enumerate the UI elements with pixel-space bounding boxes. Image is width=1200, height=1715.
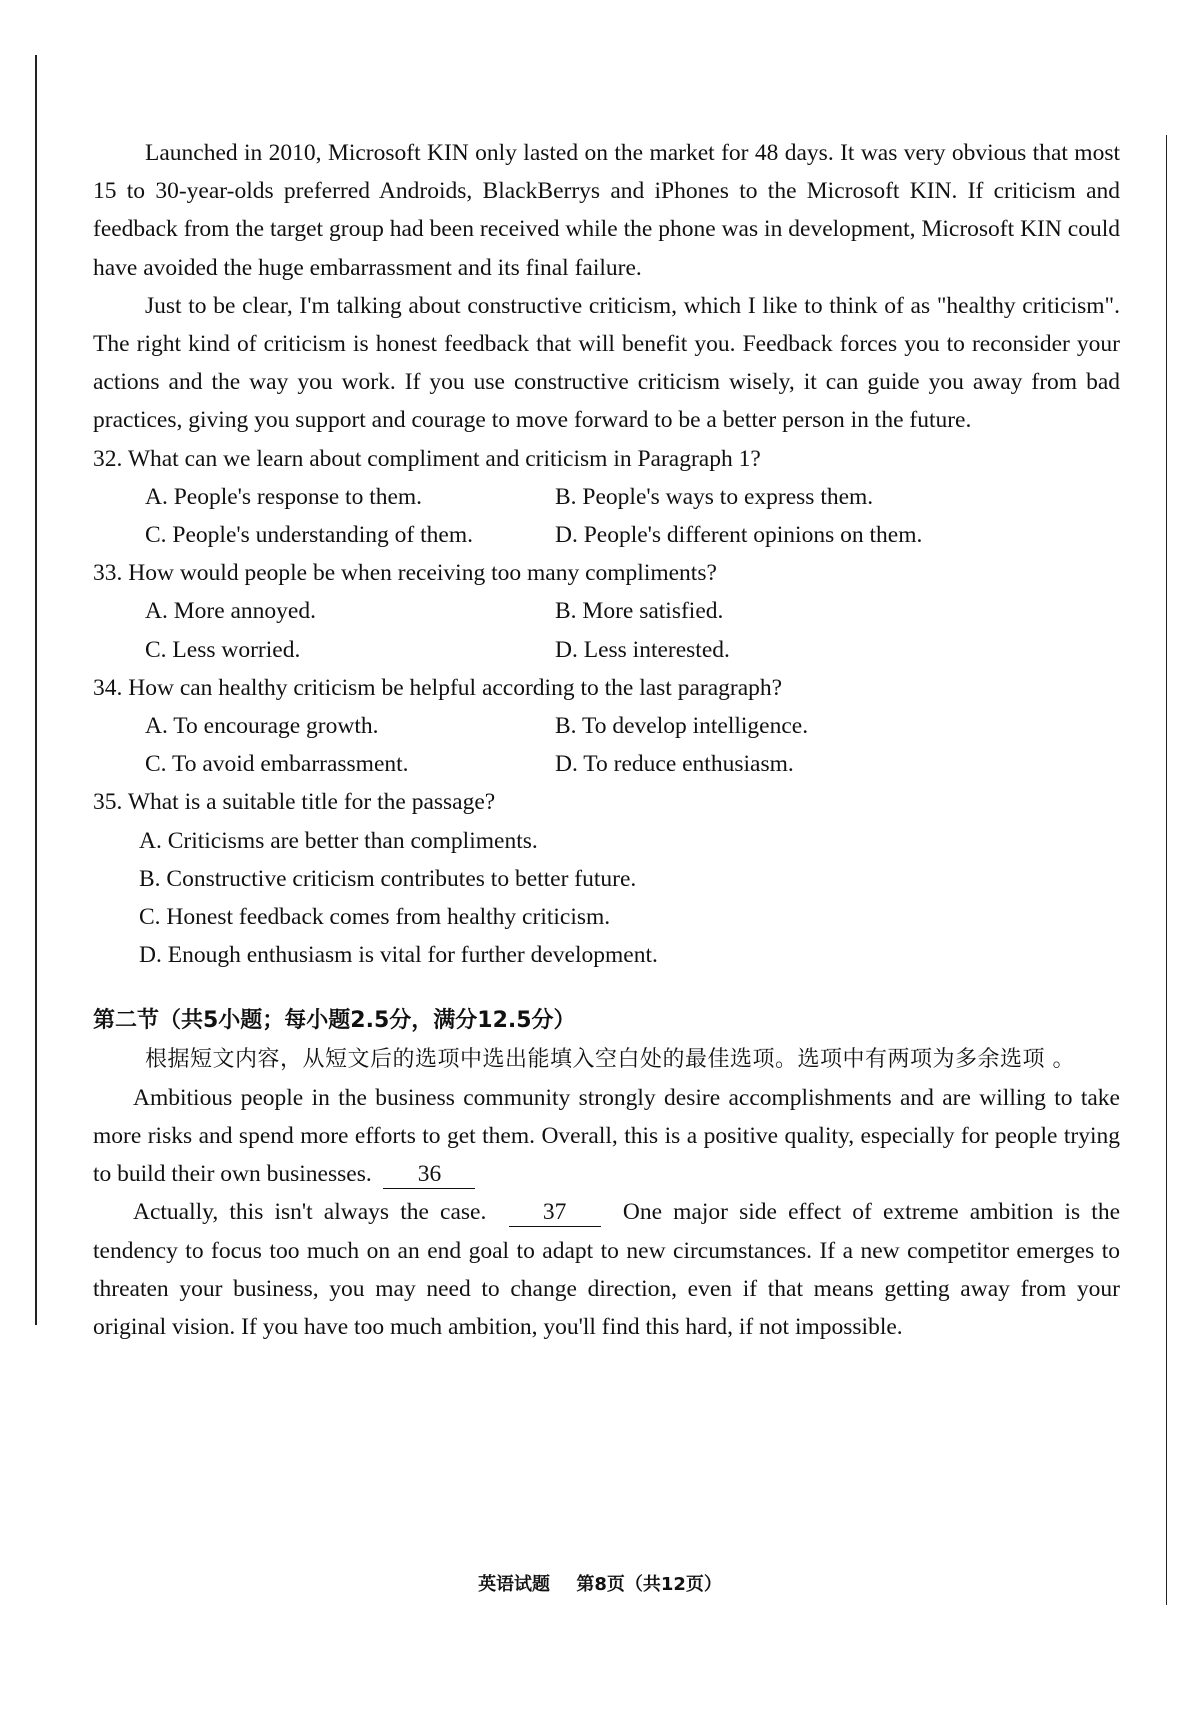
blank-36[interactable]: 36: [383, 1160, 475, 1189]
question-stem: 34. How can healthy criticism be helpful according to the last paragraph?: [93, 674, 783, 701]
option-a[interactable]: A. To encourage growth.: [145, 713, 379, 740]
section-heading: 第二节（共5小题；每小题2.5分，满分12.5分）: [93, 1008, 576, 1034]
option-b[interactable]: B. To develop intelligence.: [555, 713, 809, 740]
cloze-text: Actually, this isn't always the case.: [133, 1199, 487, 1226]
option-a[interactable]: A. More annoyed.: [145, 598, 316, 625]
question-stem: 32. What can we learn about compliment and criticism in Paragraph 1?: [93, 445, 761, 472]
question-stem: 35. What is a suitable title for the passage?: [93, 789, 496, 816]
options-row: [93, 631, 1120, 669]
option-c[interactable]: C. People's understanding of them.: [145, 522, 473, 549]
left-margin-line: [35, 55, 37, 1325]
options-row: [93, 707, 1120, 745]
option-a[interactable]: A. People's response to them.: [145, 483, 423, 510]
blank-37[interactable]: 37: [509, 1198, 601, 1227]
question-stem: 33. How would people be when receiving too many compliments?: [93, 560, 717, 587]
question-35: [93, 783, 1120, 974]
option-c[interactable]: C. Honest feedback comes from healthy criticism.: [139, 904, 611, 931]
footer-page-number: 第8页（共12页）: [576, 1574, 722, 1595]
page-footer: [0, 1570, 1200, 1596]
cloze-text: Ambitious people in the business community strongly desire accomplishments and are willing to take more risks and spend more efforts to get them. Overall, this is a positive quality, especially for people trying to build their own businesses.: [93, 1084, 1120, 1188]
page-content: [93, 134, 1120, 1346]
options-row: [93, 516, 1120, 554]
footer-subject: 英语试题: [478, 1574, 551, 1595]
question-33: [93, 554, 1120, 669]
cloze-paragraph-1: [93, 1079, 1120, 1194]
option-c[interactable]: C. Less worried.: [145, 636, 301, 663]
option-d[interactable]: D. People's different opinions on them.: [555, 522, 923, 549]
option-b[interactable]: B. People's ways to express them.: [555, 483, 874, 510]
option-b[interactable]: B. More satisfied.: [555, 598, 724, 625]
options-row: [93, 592, 1120, 630]
right-margin-line: [1166, 135, 1167, 1605]
passage-paragraph-healthy-criticism: Just to be clear, I'm talking about constructive criticism, which I like to think of as "healthy criticism". The right kind of criticism is honest feedback that will benefit you. Feedback forces you to reconsider your actions and the way you work. If you use constructive criticism wisely, it can guide you away from bad practices, giving you support and courage to move forward to be a better person in the future.: [93, 292, 1120, 434]
question-32: [93, 440, 1120, 555]
option-d[interactable]: D. Enough enthusiasm is vital for further development.: [139, 942, 658, 969]
option-b[interactable]: B. Constructive criticism contributes to better future.: [139, 865, 637, 892]
options-row: [93, 745, 1120, 783]
options-row: [93, 478, 1120, 516]
passage-paragraph-kin: Launched in 2010, Microsoft KIN only lasted on the market for 48 days. It was very obvious that most 15 to 30-year-olds preferred Androids, BlackBerrys and iPhones to the Microsoft KIN. If criticism and feedback from the target group had been received while the phone was in development, Microsoft KIN could have avoided the huge embarrassment and its final failure.: [93, 140, 1120, 281]
option-c[interactable]: C. To avoid embarrassment.: [145, 751, 409, 778]
question-34: [93, 669, 1120, 784]
option-d[interactable]: D. Less interested.: [555, 636, 730, 663]
cloze-paragraph-2: [93, 1193, 1120, 1346]
cloze-text: One major side effect of extreme ambition is the tendency to focus too much on an end goal to adapt to new circumstances. If a new competitor emerges to threaten your business, you may need to change direction, even if that means getting away from your original vision. If you have too much ambition, you'll find this hard, if not impossible.: [93, 1199, 1120, 1341]
option-a[interactable]: A. Criticisms are better than compliments.: [139, 827, 538, 854]
section-instruction: 根据短文内容，从短文后的选项中选出能填入空白处的最佳选项。选项中有两项为多余选项 。: [145, 1046, 1075, 1072]
option-d[interactable]: D. To reduce enthusiasm.: [555, 751, 794, 778]
